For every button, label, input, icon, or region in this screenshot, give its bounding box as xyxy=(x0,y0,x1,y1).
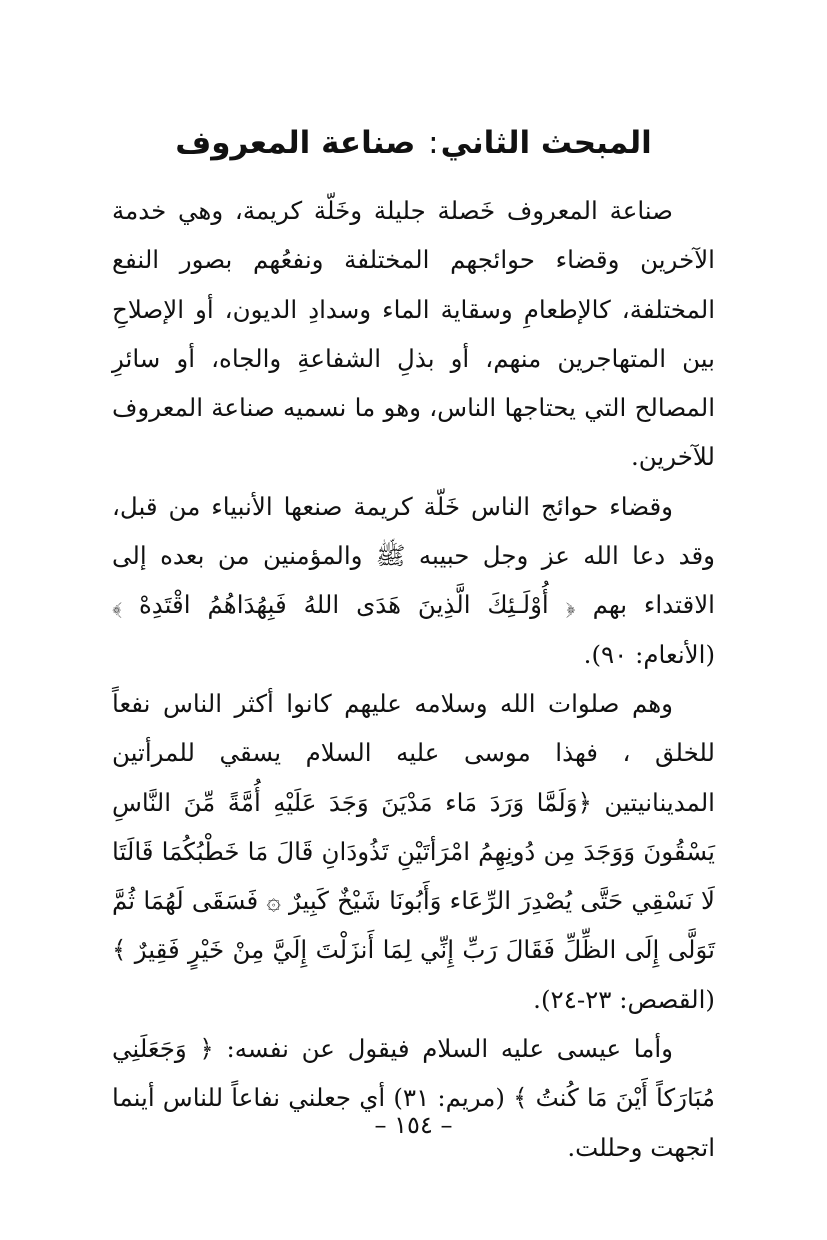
section-heading xyxy=(0,120,827,166)
heading-separator: : xyxy=(428,125,439,161)
paragraph-1: صناعة المعروف خَصلة جليلة وخَلّة كريمة، وهي خدمة الآخرين وقضاء حوائجهم المختلفة ونفعُهم بصور النفع المختلفة، كالإطعامِ وسقاية الماء وسدادِ الديون، أو الإصلاحِ بين المتهاجرين منهم، أو بذلِ الشفاعةِ والجاه، أو سائرِ المصالح التي يحتاجها الناس، وهو ما نسميه صناعة المعروف للآخرين. xyxy=(112,196,715,472)
heading-main: المبحث الثاني xyxy=(440,125,652,161)
paragraph-3: وهم صلوات الله وسلامه عليهم كانوا أكثر الناس نفعاً للخلق ، فهذا موسى عليه السلام يسقي للمرأتين المدينانيتين ﴿وَلَمَّا وَرَدَ مَاء مَدْيَنَ وَجَدَ عَلَيْهِ أُمَّةً مِّنَ النَّاسِ يَسْقُونَ وَوَجَدَ مِن دُونِهِمُ امْرَأتَيْنِ تَذُودَانِ قَالَ مَا خَطْبُكُمَا قَالَتَا لَا نَسْقِي حَتَّى يُصْدِرَ الرِّعَاء وَأَبُونَا شَيْخٌ كَبِيرٌ ۞ فَسَقَى لَهُمَا ثُمَّ تَوَلَّى إِلَى الظِّلِّ فَقَالَ رَبِّ إِنِّي لِمَا أَنزَلْتَ إِلَيَّ مِنْ خَيْرٍ فَقِيرٌ ﴾ (القصص: ٢٣-٢٤). xyxy=(112,688,715,1014)
heading-sub: صناعة المعروف xyxy=(175,125,416,161)
paragraph-2: وقضاء حوائج الناس خَلّة كريمة صنعها الأنبياء من قبل، وقد دعا الله عز وجل حبيبه ﷺ والمؤمنين من بعده إلى الاقتداء بهم ﴿ أُوْلَـئِكَ الَّذِينَ هَدَى اللهُ فَبِهُدَاهُمُ اقْتَدِهْ ﴾ (الأنعام: ٩٠). xyxy=(112,491,715,669)
paragraph-4: وأما عيسى عليه السلام فيقول عن نفسه: ﴿ وَجَعَلَنِي مُبَارَكاً أَيْنَ مَا كُنتُ ﴾ (مريم: ٣١) أي جعلني نفاعاً للناس أينما اتجهت وحللت. xyxy=(112,1034,715,1162)
page-number: – ١٥٤ – xyxy=(374,1111,453,1139)
text-body xyxy=(112,186,715,1172)
